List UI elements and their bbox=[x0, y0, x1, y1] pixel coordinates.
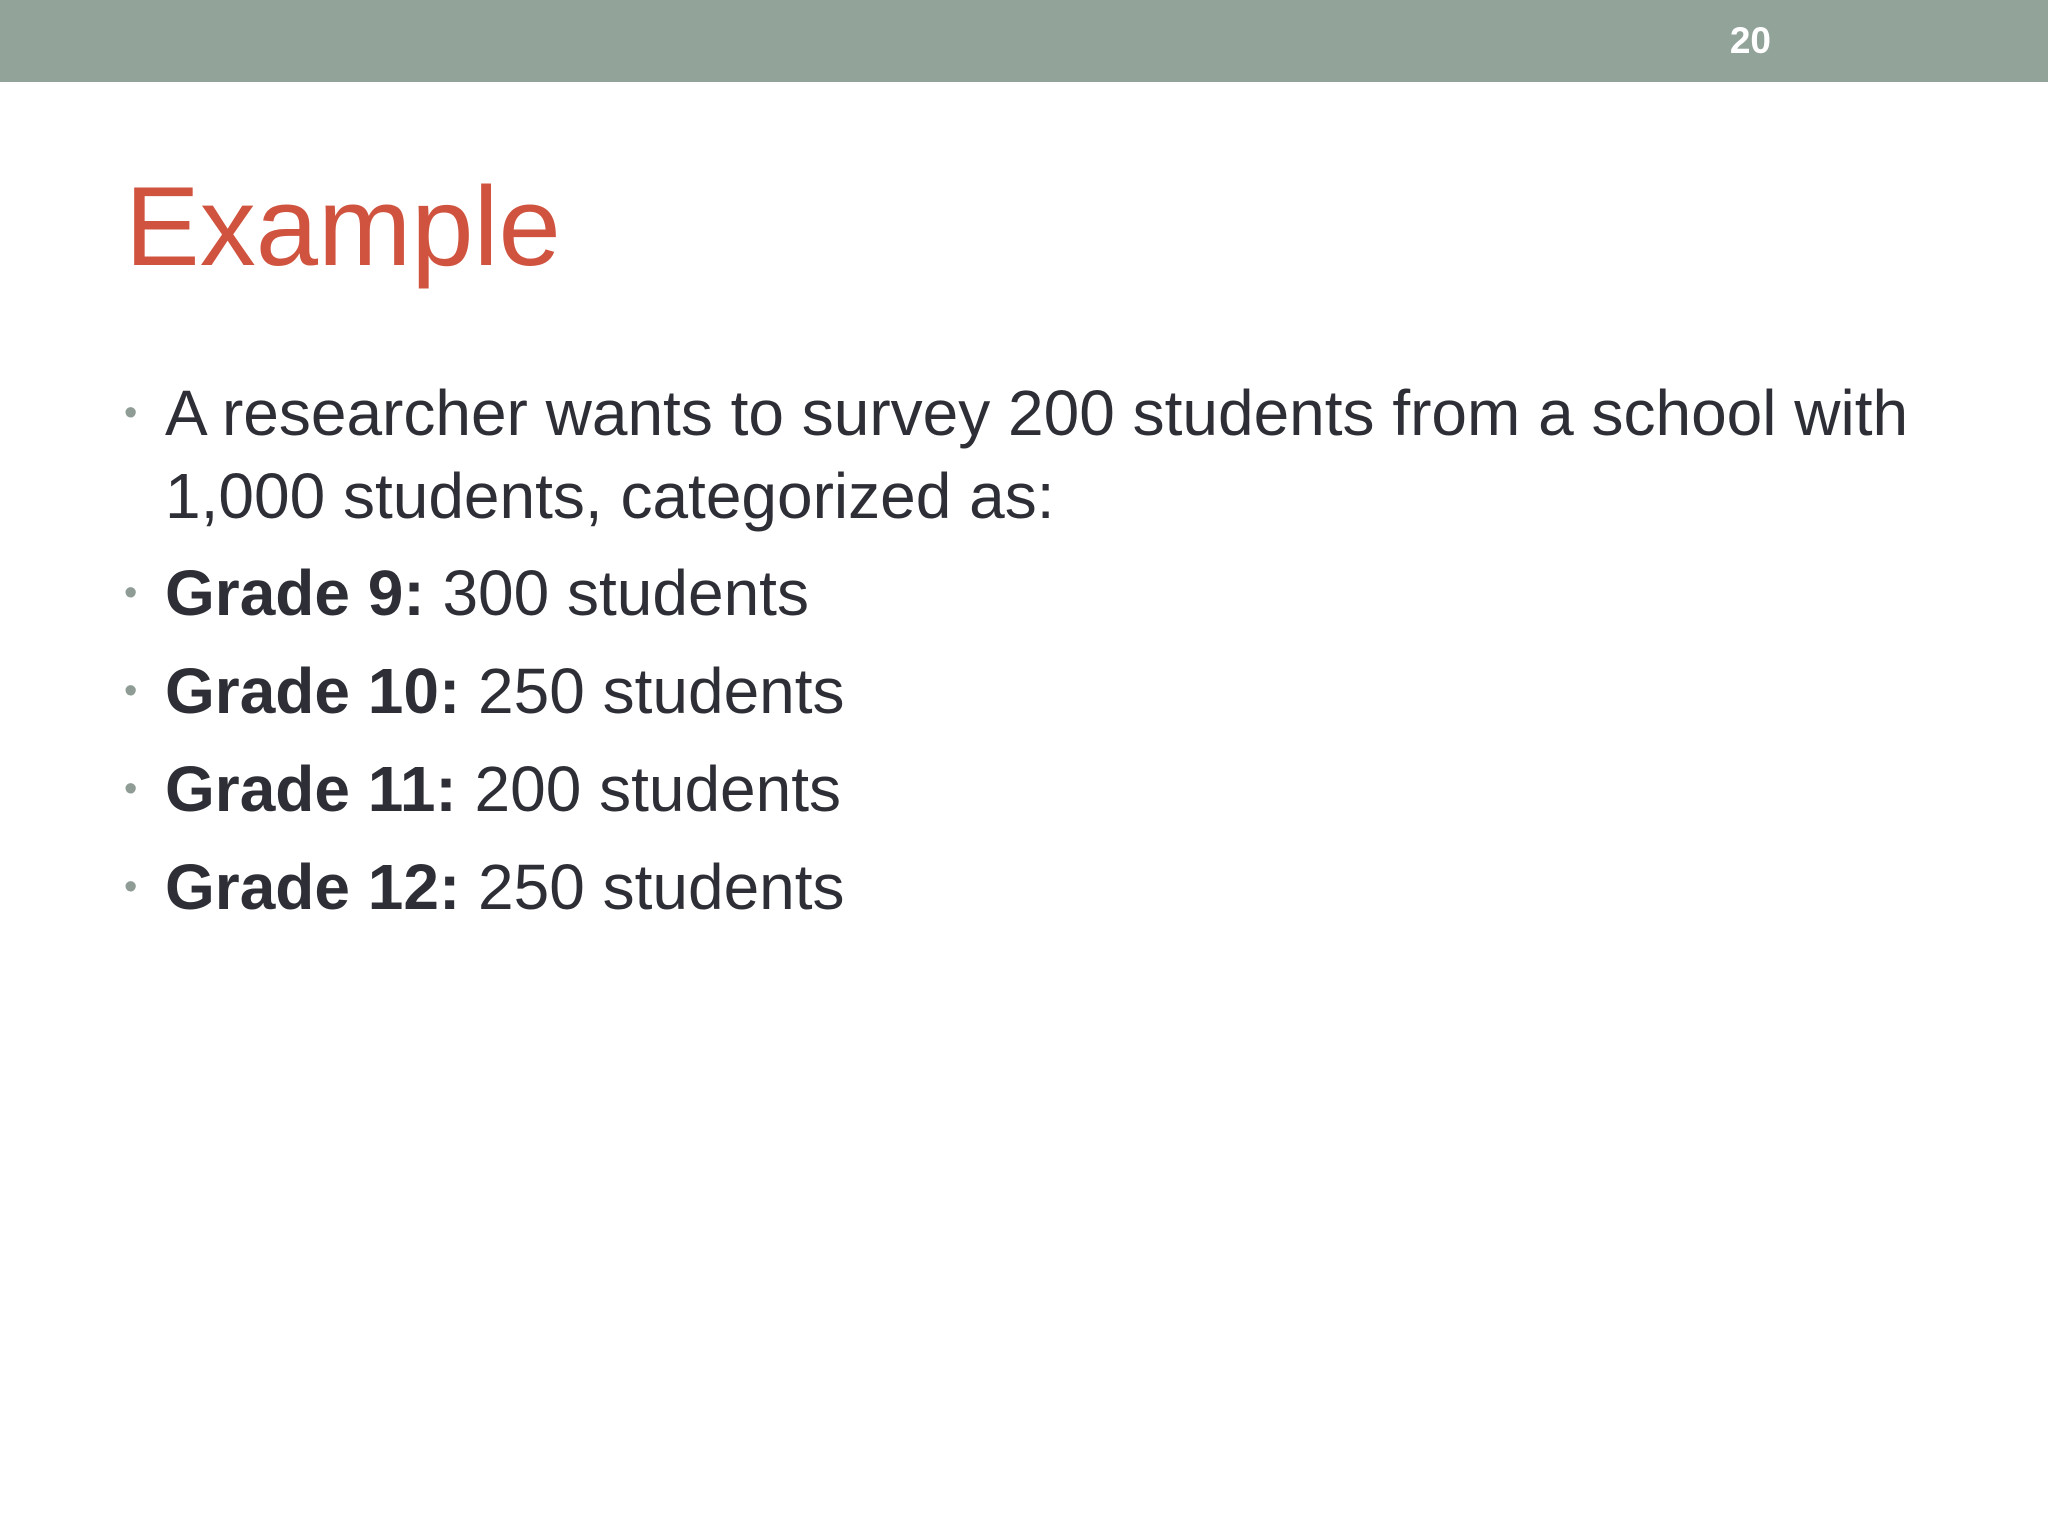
grade-label: Grade 11: bbox=[165, 753, 457, 825]
header-bar bbox=[0, 0, 2048, 82]
grade-value: 300 students bbox=[442, 557, 809, 629]
grade-value: 250 students bbox=[478, 851, 845, 923]
intro-text: A researcher wants to survey 200 students from a school with 1,000 students, categorized as: bbox=[165, 377, 1909, 532]
grade-label: Grade 12: bbox=[165, 851, 461, 923]
bullet-item bbox=[124, 552, 1944, 635]
slide-number: 20 bbox=[1729, 20, 1771, 61]
grade-label: Grade 9: bbox=[165, 557, 425, 629]
bullet-item bbox=[124, 846, 1944, 929]
bullet-dot-icon: • bbox=[124, 392, 138, 434]
bullet-dot-icon: • bbox=[124, 670, 138, 712]
bullet-dot-icon: • bbox=[124, 572, 138, 614]
slide-title: Example bbox=[125, 164, 561, 289]
bullet-dot-icon: • bbox=[124, 866, 138, 908]
bullet-list bbox=[124, 372, 1944, 944]
bullet-dot-icon: • bbox=[124, 768, 138, 810]
grade-label: Grade 10: bbox=[165, 655, 461, 727]
grade-value: 250 students bbox=[478, 655, 845, 727]
bullet-item bbox=[124, 650, 1944, 733]
bullet-item bbox=[124, 372, 1944, 538]
grade-value: 200 students bbox=[474, 753, 841, 825]
bullet-item bbox=[124, 748, 1944, 831]
